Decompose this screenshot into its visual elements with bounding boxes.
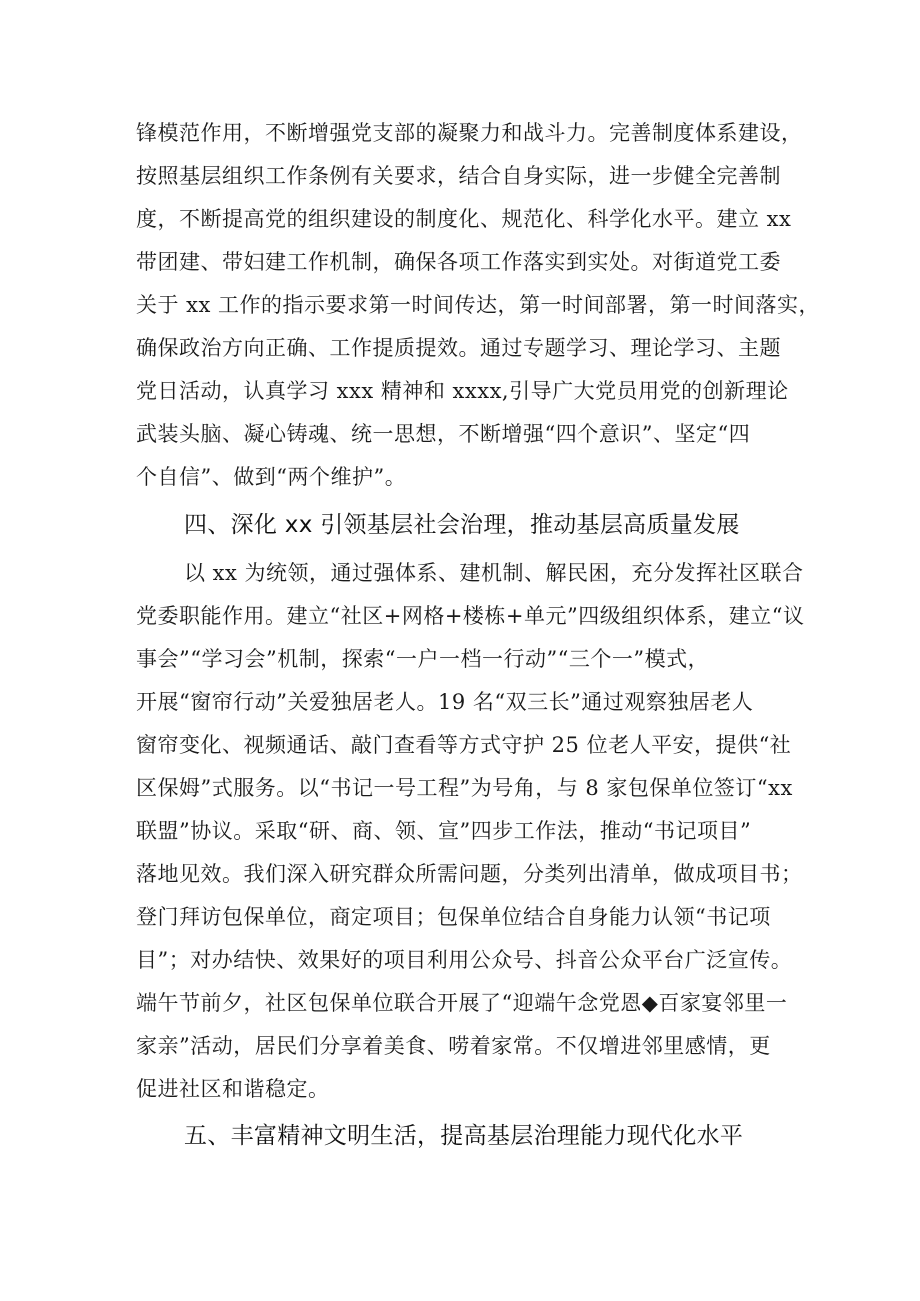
section-heading: 四、深化 xx 引领基层社会治理，推动基层高质量发展 [184,512,740,538]
section-heading: 五、丰富精神文明生活，提高基层治理能力现代化水平 [184,1123,744,1149]
text-line: 促进社区和谐稳定。 [136,1077,330,1101]
text-line: 联盟”协议。采取“研、商、领、宣”四步工作法，推动“书记项目” [136,819,752,843]
text-line: 带团建、带妇建工作机制，确保各项工作落实到实处。对街道党工委 [136,250,781,274]
text-line: 落地见效。我们深入研究群众所需问题，分类列出清单，做成项目书； [136,862,803,886]
text-line: 个自信”、做到“两个维护”。 [136,465,407,489]
text-line: 端午节前夕，社区包保单位联合开展了“迎端午念党恩◆百家宴邻里一 [136,991,788,1015]
text-line: 开展“窗帘行动”关爱独居老人。19 名“双三长”通过观察独居老人 [136,690,754,714]
text-line: 目”；对办结快、效果好的项目利用公众号、抖音公众平台广泛宣传。 [136,948,793,972]
text-line: 家亲”活动，居民们分享着美食、唠着家常。不仅增进邻里感情，更 [136,1034,771,1058]
text-line: 窗帘变化、视频通话、敲门查看等方式守护 25 位老人平安，提供“社 [136,733,792,757]
text-line: 登门拜访包保单位，商定项目；包保单位结合自身能力认领“书记项 [136,905,771,929]
text-line: 党委职能作用。建立“社区+网格+楼栋+单元”四级组织体系，建立“议 [136,604,805,628]
text-line: 确保政治方向正确、工作提质提效。通过专题学习、理论学习、主题 [136,336,781,360]
text-line: 事会”“学习会”机制，探索“一户一档一行动”“三个一”模式， [136,647,710,671]
text-line: 关于 xx 工作的指示要求第一时间传达，第一时间部署，第一时间落实， [136,293,821,317]
text-line: 党日活动，认真学习 xxx 精神和 xxxx,引导广大党员用党的创新理论 [136,379,789,403]
text-line: 以 xx 为统领，通过强体系、建机制、解民困，充分发挥社区联合 [184,561,804,585]
text-line: 武装头脑、凝心铸魂、统一思想，不断增强“四个意识”、坚定“四 [136,422,751,446]
text-line: 度，不断提高党的组织建设的制度化、规范化、科学化水平。建立 xx [136,207,792,231]
text-line: 锋模范作用，不断增强党支部的凝聚力和战斗力。完善制度体系建设， [136,121,803,145]
text-line: 按照基层组织工作条例有关要求，结合自身实际，进一步健全完善制 [136,164,781,188]
text-line: 区保姆”式服务。以“书记一号工程”为号角，与 8 家包保单位签订“xx [136,776,793,800]
